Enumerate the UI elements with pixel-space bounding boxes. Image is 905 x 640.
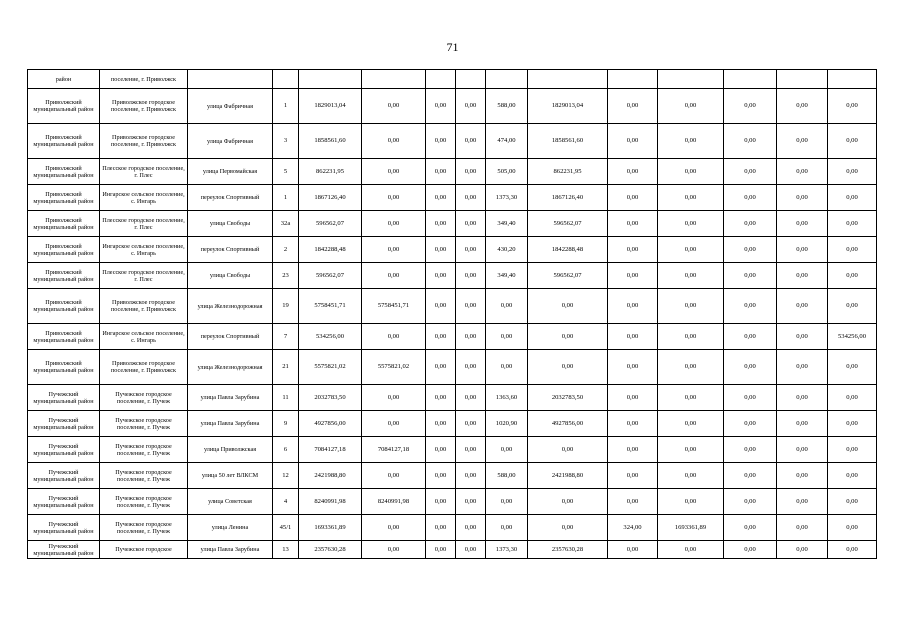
settlement-cell: Приволжское городское поселение, г. Приволжск bbox=[100, 350, 188, 385]
cost-col-7-cell bbox=[426, 70, 456, 89]
street-cell: улица Свободы bbox=[188, 263, 273, 289]
table-row bbox=[28, 159, 877, 185]
cost-col-10-cell: 0,00 bbox=[528, 515, 608, 541]
area-col-9-cell: 0,00 bbox=[486, 515, 528, 541]
area-col-9-cell: 1373,30 bbox=[486, 185, 528, 211]
cost-col-6-cell: 0,00 bbox=[362, 324, 426, 350]
cost-col-15-cell: 0,00 bbox=[828, 289, 877, 324]
cost-col-13-cell: 0,00 bbox=[724, 463, 777, 489]
cost-col-10-cell bbox=[528, 70, 608, 89]
cost-col-13-cell: 0,00 bbox=[724, 437, 777, 463]
area-col-9-cell: 588,00 bbox=[486, 89, 528, 124]
cost-col-10-cell: 1842288,48 bbox=[528, 237, 608, 263]
house-number-cell: 19 bbox=[273, 289, 299, 324]
cost-col-15-cell: 0,00 bbox=[828, 463, 877, 489]
district-cell: Пучежский муниципальный район bbox=[28, 541, 100, 559]
cost-col-14-cell bbox=[777, 70, 828, 89]
total-cost-cell: 596562,07 bbox=[299, 211, 362, 237]
cost-col-6-cell: 0,00 bbox=[362, 515, 426, 541]
cost-col-14-cell: 0,00 bbox=[777, 437, 828, 463]
table-row bbox=[28, 185, 877, 211]
cost-col-6-cell: 0,00 bbox=[362, 385, 426, 411]
cost-col-13-cell: 0,00 bbox=[724, 211, 777, 237]
street-cell: улица Фабричная bbox=[188, 89, 273, 124]
house-number-cell: 32а bbox=[273, 211, 299, 237]
cost-col-11-cell: 0,00 bbox=[608, 385, 658, 411]
cost-col-8-cell: 0,00 bbox=[456, 263, 486, 289]
cost-col-11-cell: 0,00 bbox=[608, 350, 658, 385]
house-number-cell: 11 bbox=[273, 385, 299, 411]
house-number-cell: 12 bbox=[273, 463, 299, 489]
settlement-cell: Ингарское сельское поселение, с. Ингарь bbox=[100, 324, 188, 350]
cost-col-12-cell: 0,00 bbox=[658, 463, 724, 489]
cost-col-13-cell: 0,00 bbox=[724, 185, 777, 211]
cost-col-12-cell: 0,00 bbox=[658, 350, 724, 385]
cost-col-14-cell: 0,00 bbox=[777, 159, 828, 185]
cost-col-13-cell: 0,00 bbox=[724, 124, 777, 159]
cost-col-6-cell: 8240991,98 bbox=[362, 489, 426, 515]
cost-col-13-cell bbox=[724, 70, 777, 89]
settlement-cell: Приволжское городское поселение, г. Приволжск bbox=[100, 289, 188, 324]
cost-col-7-cell: 0,00 bbox=[426, 124, 456, 159]
cost-col-12-cell: 0,00 bbox=[658, 211, 724, 237]
area-col-9-cell: 0,00 bbox=[486, 350, 528, 385]
area-col-9-cell: 0,00 bbox=[486, 289, 528, 324]
cost-col-14-cell: 0,00 bbox=[777, 463, 828, 489]
cost-col-6-cell: 7084127,18 bbox=[362, 437, 426, 463]
cost-col-12-cell: 0,00 bbox=[658, 185, 724, 211]
house-number-cell: 7 bbox=[273, 324, 299, 350]
cost-col-7-cell: 0,00 bbox=[426, 237, 456, 263]
housing-repair-table bbox=[27, 69, 877, 559]
cost-col-11-cell: 0,00 bbox=[608, 263, 658, 289]
cost-col-14-cell: 0,00 bbox=[777, 411, 828, 437]
cost-col-13-cell: 0,00 bbox=[724, 350, 777, 385]
settlement-cell: Пучежское городское поселение, г. Пучеж bbox=[100, 411, 188, 437]
area-col-9-cell: 0,00 bbox=[486, 489, 528, 515]
cost-col-6-cell: 0,00 bbox=[362, 463, 426, 489]
street-cell: улица Советская bbox=[188, 489, 273, 515]
total-cost-cell: 8240991,98 bbox=[299, 489, 362, 515]
cost-col-7-cell: 0,00 bbox=[426, 263, 456, 289]
house-number-cell: 21 bbox=[273, 350, 299, 385]
cost-col-15-cell: 0,00 bbox=[828, 263, 877, 289]
cost-col-6-cell: 0,00 bbox=[362, 411, 426, 437]
house-number-cell: 2 bbox=[273, 237, 299, 263]
cost-col-15-cell: 534256,00 bbox=[828, 324, 877, 350]
total-cost-cell: 2357630,28 bbox=[299, 541, 362, 559]
total-cost-cell: 5758451,71 bbox=[299, 289, 362, 324]
settlement-cell: Пучежское городское поселение, г. Пучеж bbox=[100, 437, 188, 463]
total-cost-cell: 1829013,04 bbox=[299, 89, 362, 124]
area-col-9-cell: 474,00 bbox=[486, 124, 528, 159]
cost-col-10-cell: 1829013,04 bbox=[528, 89, 608, 124]
cost-col-13-cell: 0,00 bbox=[724, 159, 777, 185]
total-cost-cell: 5575821,02 bbox=[299, 350, 362, 385]
total-cost-cell: 534256,00 bbox=[299, 324, 362, 350]
cost-col-15-cell: 0,00 bbox=[828, 124, 877, 159]
cost-col-11-cell: 0,00 bbox=[608, 211, 658, 237]
table-row bbox=[28, 324, 877, 350]
cost-col-11-cell: 0,00 bbox=[608, 237, 658, 263]
cost-col-15-cell: 0,00 bbox=[828, 159, 877, 185]
cost-col-14-cell: 0,00 bbox=[777, 541, 828, 559]
total-cost-cell: 7084127,18 bbox=[299, 437, 362, 463]
cost-col-7-cell: 0,00 bbox=[426, 324, 456, 350]
cost-col-10-cell: 2357630,28 bbox=[528, 541, 608, 559]
street-cell: улица Первомайская bbox=[188, 159, 273, 185]
house-number-cell: 4 bbox=[273, 489, 299, 515]
cost-col-7-cell: 0,00 bbox=[426, 489, 456, 515]
district-cell: Приволжский муниципальный район bbox=[28, 289, 100, 324]
cost-col-15-cell bbox=[828, 70, 877, 89]
cost-col-8-cell: 0,00 bbox=[456, 89, 486, 124]
district-cell: Пучежский муниципальный район bbox=[28, 411, 100, 437]
cost-col-8-cell: 0,00 bbox=[456, 324, 486, 350]
district-cell: Приволжский муниципальный район bbox=[28, 159, 100, 185]
street-cell: улица Приволжская bbox=[188, 437, 273, 463]
street-cell: улица 50 лет ВЛКСМ bbox=[188, 463, 273, 489]
area-col-9-cell bbox=[486, 70, 528, 89]
cost-col-13-cell: 0,00 bbox=[724, 89, 777, 124]
cost-col-7-cell: 0,00 bbox=[426, 411, 456, 437]
cost-col-7-cell: 0,00 bbox=[426, 159, 456, 185]
street-cell: улица Железнодорожная bbox=[188, 350, 273, 385]
cost-col-10-cell: 0,00 bbox=[528, 350, 608, 385]
table-row bbox=[28, 489, 877, 515]
cost-col-14-cell: 0,00 bbox=[777, 489, 828, 515]
cost-col-13-cell: 0,00 bbox=[724, 289, 777, 324]
cost-col-8-cell: 0,00 bbox=[456, 541, 486, 559]
area-col-9-cell: 0,00 bbox=[486, 437, 528, 463]
cost-col-8-cell: 0,00 bbox=[456, 159, 486, 185]
area-col-9-cell: 588,00 bbox=[486, 463, 528, 489]
cost-col-14-cell: 0,00 bbox=[777, 289, 828, 324]
street-cell: улица Фабричная bbox=[188, 124, 273, 159]
cost-col-11-cell: 0,00 bbox=[608, 541, 658, 559]
cost-col-7-cell: 0,00 bbox=[426, 211, 456, 237]
house-number-cell: 6 bbox=[273, 437, 299, 463]
table-row bbox=[28, 237, 877, 263]
settlement-cell: Пучежское городское поселение, г. Пучеж bbox=[100, 515, 188, 541]
cost-col-14-cell: 0,00 bbox=[777, 385, 828, 411]
cost-col-12-cell: 0,00 bbox=[658, 124, 724, 159]
area-col-9-cell: 349,40 bbox=[486, 211, 528, 237]
cost-col-8-cell: 0,00 bbox=[456, 385, 486, 411]
settlement-cell: Пучежское городское поселение, г. Пучеж bbox=[100, 489, 188, 515]
cost-col-7-cell: 0,00 bbox=[426, 350, 456, 385]
cost-col-11-cell bbox=[608, 70, 658, 89]
cost-col-15-cell: 0,00 bbox=[828, 385, 877, 411]
table-row bbox=[28, 70, 877, 89]
street-cell: улица Свободы bbox=[188, 211, 273, 237]
area-col-9-cell: 0,00 bbox=[486, 324, 528, 350]
cost-col-12-cell: 0,00 bbox=[658, 385, 724, 411]
district-cell: Пучежский муниципальный район bbox=[28, 489, 100, 515]
street-cell bbox=[188, 70, 273, 89]
cost-col-6-cell: 0,00 bbox=[362, 263, 426, 289]
street-cell: улица Павла Зарубина bbox=[188, 541, 273, 559]
cost-col-6-cell: 0,00 bbox=[362, 185, 426, 211]
cost-col-15-cell: 0,00 bbox=[828, 211, 877, 237]
cost-col-12-cell: 0,00 bbox=[658, 263, 724, 289]
district-cell: Приволжский муниципальный район bbox=[28, 324, 100, 350]
cost-col-15-cell: 0,00 bbox=[828, 185, 877, 211]
total-cost-cell: 2421988,80 bbox=[299, 463, 362, 489]
house-number-cell: 23 bbox=[273, 263, 299, 289]
house-number-cell: 5 bbox=[273, 159, 299, 185]
settlement-cell: Ингарское сельское поселение, с. Ингарь bbox=[100, 237, 188, 263]
cost-col-7-cell: 0,00 bbox=[426, 541, 456, 559]
table-row bbox=[28, 463, 877, 489]
cost-col-15-cell: 0,00 bbox=[828, 89, 877, 124]
house-number-cell: 3 bbox=[273, 124, 299, 159]
cost-col-8-cell: 0,00 bbox=[456, 289, 486, 324]
cost-col-8-cell: 0,00 bbox=[456, 211, 486, 237]
cost-col-10-cell: 1867126,40 bbox=[528, 185, 608, 211]
cost-col-11-cell: 0,00 bbox=[608, 89, 658, 124]
table-row bbox=[28, 89, 877, 124]
cost-col-11-cell: 0,00 bbox=[608, 411, 658, 437]
cost-col-8-cell: 0,00 bbox=[456, 515, 486, 541]
cost-col-14-cell: 0,00 bbox=[777, 89, 828, 124]
cost-col-8-cell: 0,00 bbox=[456, 437, 486, 463]
cost-col-7-cell: 0,00 bbox=[426, 463, 456, 489]
cost-col-11-cell: 0,00 bbox=[608, 124, 658, 159]
cost-col-8-cell: 0,00 bbox=[456, 463, 486, 489]
cost-col-10-cell: 2421988,80 bbox=[528, 463, 608, 489]
cost-col-13-cell: 0,00 bbox=[724, 263, 777, 289]
cost-col-11-cell: 0,00 bbox=[608, 437, 658, 463]
area-col-9-cell: 1363,60 bbox=[486, 385, 528, 411]
cost-col-8-cell: 0,00 bbox=[456, 237, 486, 263]
house-number-cell: 13 bbox=[273, 541, 299, 559]
cost-col-6-cell: 0,00 bbox=[362, 89, 426, 124]
table-row bbox=[28, 350, 877, 385]
cost-col-8-cell: 0,00 bbox=[456, 124, 486, 159]
table-row bbox=[28, 211, 877, 237]
cost-col-12-cell: 0,00 bbox=[658, 289, 724, 324]
cost-col-13-cell: 0,00 bbox=[724, 489, 777, 515]
cost-col-12-cell: 0,00 bbox=[658, 437, 724, 463]
cost-col-13-cell: 0,00 bbox=[724, 385, 777, 411]
cost-col-13-cell: 0,00 bbox=[724, 411, 777, 437]
cost-col-11-cell: 0,00 bbox=[608, 463, 658, 489]
cost-col-13-cell: 0,00 bbox=[724, 541, 777, 559]
street-cell: переулок Спортивный bbox=[188, 185, 273, 211]
total-cost-cell: 596562,07 bbox=[299, 263, 362, 289]
district-cell: район bbox=[28, 70, 100, 89]
cost-col-6-cell: 0,00 bbox=[362, 541, 426, 559]
cost-col-14-cell: 0,00 bbox=[777, 324, 828, 350]
cost-col-14-cell: 0,00 bbox=[777, 263, 828, 289]
cost-col-13-cell: 0,00 bbox=[724, 237, 777, 263]
table-row bbox=[28, 515, 877, 541]
area-col-9-cell: 1373,30 bbox=[486, 541, 528, 559]
cost-col-15-cell: 0,00 bbox=[828, 411, 877, 437]
cost-col-6-cell: 0,00 bbox=[362, 211, 426, 237]
district-cell: Приволжский муниципальный район bbox=[28, 211, 100, 237]
cost-col-8-cell bbox=[456, 70, 486, 89]
cost-col-10-cell: 862231,95 bbox=[528, 159, 608, 185]
table-row bbox=[28, 411, 877, 437]
total-cost-cell: 1867126,40 bbox=[299, 185, 362, 211]
settlement-cell: Плесское городское поселение, г. Плес bbox=[100, 159, 188, 185]
cost-col-10-cell: 0,00 bbox=[528, 489, 608, 515]
settlement-cell: Приволжское городское поселение, г. Приволжск bbox=[100, 89, 188, 124]
cost-col-6-cell: 0,00 bbox=[362, 124, 426, 159]
cost-col-12-cell: 0,00 bbox=[658, 489, 724, 515]
cost-col-11-cell: 324,00 bbox=[608, 515, 658, 541]
cost-col-11-cell: 0,00 bbox=[608, 159, 658, 185]
cost-col-8-cell: 0,00 bbox=[456, 185, 486, 211]
district-cell: Пучежский муниципальный район bbox=[28, 515, 100, 541]
cost-col-8-cell: 0,00 bbox=[456, 350, 486, 385]
house-number-cell: 1 bbox=[273, 89, 299, 124]
district-cell: Приволжский муниципальный район bbox=[28, 185, 100, 211]
cost-col-14-cell: 0,00 bbox=[777, 185, 828, 211]
cost-col-6-cell: 5575821,02 bbox=[362, 350, 426, 385]
cost-col-12-cell: 1693361,89 bbox=[658, 515, 724, 541]
cost-col-10-cell: 596562,07 bbox=[528, 211, 608, 237]
cost-col-14-cell: 0,00 bbox=[777, 350, 828, 385]
cost-col-13-cell: 0,00 bbox=[724, 324, 777, 350]
district-cell: Приволжский муниципальный район bbox=[28, 124, 100, 159]
street-cell: улица Павла Зарубина bbox=[188, 385, 273, 411]
cost-col-14-cell: 0,00 bbox=[777, 211, 828, 237]
settlement-cell: Плесское городское поселение, г. Плес bbox=[100, 211, 188, 237]
settlement-cell: Приволжское городское поселение, г. Приволжск bbox=[100, 124, 188, 159]
cost-col-14-cell: 0,00 bbox=[777, 124, 828, 159]
table-row bbox=[28, 289, 877, 324]
street-cell: улица Павла Зарубина bbox=[188, 411, 273, 437]
cost-col-11-cell: 0,00 bbox=[608, 324, 658, 350]
total-cost-cell: 1842288,48 bbox=[299, 237, 362, 263]
cost-col-8-cell: 0,00 bbox=[456, 489, 486, 515]
total-cost-cell: 1858561,60 bbox=[299, 124, 362, 159]
cost-col-10-cell: 4927856,00 bbox=[528, 411, 608, 437]
cost-col-7-cell: 0,00 bbox=[426, 185, 456, 211]
table-row bbox=[28, 263, 877, 289]
district-cell: Приволжский муниципальный район bbox=[28, 237, 100, 263]
street-cell: улица Железнодорожная bbox=[188, 289, 273, 324]
cost-col-10-cell: 1858561,60 bbox=[528, 124, 608, 159]
cost-col-7-cell: 0,00 bbox=[426, 515, 456, 541]
cost-col-8-cell: 0,00 bbox=[456, 411, 486, 437]
district-cell: Пучежский муниципальный район bbox=[28, 437, 100, 463]
cost-col-12-cell: 0,00 bbox=[658, 541, 724, 559]
settlement-cell: Ингарское сельское поселение, с. Ингарь bbox=[100, 185, 188, 211]
cost-col-10-cell: 0,00 bbox=[528, 324, 608, 350]
area-col-9-cell: 349,40 bbox=[486, 263, 528, 289]
cost-col-7-cell: 0,00 bbox=[426, 437, 456, 463]
cost-col-11-cell: 0,00 bbox=[608, 185, 658, 211]
cost-col-6-cell bbox=[362, 70, 426, 89]
cost-col-15-cell: 0,00 bbox=[828, 350, 877, 385]
table-row bbox=[28, 541, 877, 559]
table-row bbox=[28, 385, 877, 411]
cost-col-12-cell bbox=[658, 70, 724, 89]
total-cost-cell bbox=[299, 70, 362, 89]
cost-col-6-cell: 0,00 bbox=[362, 159, 426, 185]
district-cell: Пучежский муниципальный район bbox=[28, 463, 100, 489]
cost-col-12-cell: 0,00 bbox=[658, 324, 724, 350]
district-cell: Приволжский муниципальный район bbox=[28, 263, 100, 289]
area-col-9-cell: 1020,90 bbox=[486, 411, 528, 437]
cost-col-6-cell: 0,00 bbox=[362, 237, 426, 263]
cost-col-15-cell: 0,00 bbox=[828, 437, 877, 463]
cost-col-15-cell: 0,00 bbox=[828, 237, 877, 263]
table-row bbox=[28, 437, 877, 463]
cost-col-13-cell: 0,00 bbox=[724, 515, 777, 541]
page-number: 71 bbox=[446, 40, 459, 54]
cost-col-14-cell: 0,00 bbox=[777, 237, 828, 263]
street-cell: переулок Спортивный bbox=[188, 237, 273, 263]
house-number-cell: 45/1 bbox=[273, 515, 299, 541]
total-cost-cell: 1693361,89 bbox=[299, 515, 362, 541]
total-cost-cell: 4927856,00 bbox=[299, 411, 362, 437]
settlement-cell: Плесское городское поселение, г. Плес bbox=[100, 263, 188, 289]
settlement-cell: Пучежское городское bbox=[100, 541, 188, 559]
cost-col-12-cell: 0,00 bbox=[658, 411, 724, 437]
cost-col-11-cell: 0,00 bbox=[608, 489, 658, 515]
area-col-9-cell: 430,20 bbox=[486, 237, 528, 263]
district-cell: Приволжский муниципальный район bbox=[28, 350, 100, 385]
street-cell: переулок Спортивный bbox=[188, 324, 273, 350]
cost-col-15-cell: 0,00 bbox=[828, 541, 877, 559]
cost-col-6-cell: 5758451,71 bbox=[362, 289, 426, 324]
cost-col-14-cell: 0,00 bbox=[777, 515, 828, 541]
district-cell: Приволжский муниципальный район bbox=[28, 89, 100, 124]
cost-col-7-cell: 0,00 bbox=[426, 289, 456, 324]
house-number-cell: 9 bbox=[273, 411, 299, 437]
cost-col-15-cell: 0,00 bbox=[828, 489, 877, 515]
house-number-cell bbox=[273, 70, 299, 89]
cost-col-10-cell: 0,00 bbox=[528, 437, 608, 463]
total-cost-cell: 862231,95 bbox=[299, 159, 362, 185]
cost-col-7-cell: 0,00 bbox=[426, 385, 456, 411]
cost-col-12-cell: 0,00 bbox=[658, 89, 724, 124]
cost-col-12-cell: 0,00 bbox=[658, 159, 724, 185]
cost-col-7-cell: 0,00 bbox=[426, 89, 456, 124]
area-col-9-cell: 505,00 bbox=[486, 159, 528, 185]
settlement-cell: Пучежское городское поселение, г. Пучеж bbox=[100, 385, 188, 411]
cost-col-12-cell: 0,00 bbox=[658, 237, 724, 263]
district-cell: Пучежский муниципальный район bbox=[28, 385, 100, 411]
street-cell: улица Ленина bbox=[188, 515, 273, 541]
house-number-cell: 1 bbox=[273, 185, 299, 211]
cost-col-10-cell: 2032783,50 bbox=[528, 385, 608, 411]
settlement-cell: поселение, г. Приволжск bbox=[100, 70, 188, 89]
cost-col-10-cell: 0,00 bbox=[528, 289, 608, 324]
table-row bbox=[28, 124, 877, 159]
cost-col-10-cell: 596562,07 bbox=[528, 263, 608, 289]
settlement-cell: Пучежское городское поселение, г. Пучеж bbox=[100, 463, 188, 489]
cost-col-15-cell: 0,00 bbox=[828, 515, 877, 541]
cost-col-11-cell: 0,00 bbox=[608, 289, 658, 324]
total-cost-cell: 2032783,50 bbox=[299, 385, 362, 411]
